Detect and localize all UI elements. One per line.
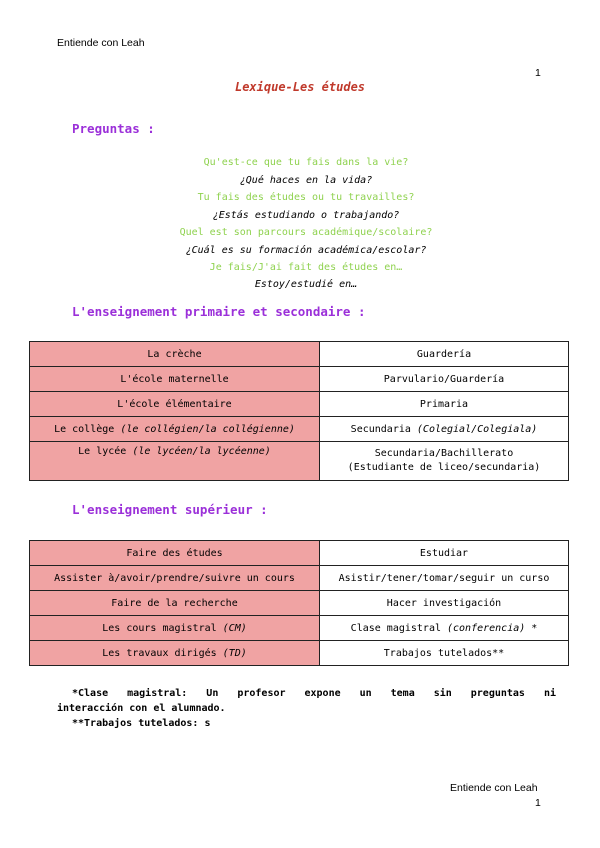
footnote-1-cont: interacción con el alumnado.: [57, 703, 226, 714]
superior-table: [29, 540, 569, 666]
question-es: ¿Estás estudiando o trabajando?: [212, 210, 400, 221]
footer-brand: Entiende con Leah: [450, 782, 538, 794]
fr-term-cell: L'école maternelle: [30, 367, 320, 392]
table-row: [30, 417, 569, 442]
es-term-cell: Secundaria (Colegial/Colegiala): [320, 417, 569, 442]
question-fr: Je fais/J'ai fait des études en…: [209, 262, 403, 273]
fr-term-cell: Les travaux dirigés (TD): [30, 641, 320, 666]
table-row: [30, 541, 569, 566]
page-number-bottom: 1: [535, 797, 541, 809]
table-row: [30, 591, 569, 616]
superior-heading: L'enseignement supérieur :: [72, 502, 268, 517]
table-row: [30, 616, 569, 641]
es-term-cell: Trabajos tutelados**: [320, 641, 569, 666]
question-es: Estoy/estudié en…: [254, 279, 358, 290]
fr-term-cell: Faire de la recherche: [30, 591, 320, 616]
footnote-2: **Trabajos tutelados: s: [72, 718, 211, 729]
table-row: [30, 342, 569, 367]
footnote-1: *Clase magistral: Un profesor expone un tema sin preguntas ni: [72, 688, 556, 699]
es-term-cell: Primaria: [320, 392, 569, 417]
es-term-cell: Asistir/tener/tomar/seguir un curso: [320, 566, 569, 591]
fr-term-cell: Assister à/avoir/prendre/suivre un cours: [30, 566, 320, 591]
fr-term-cell: Le collège (le collégien/la collégienne): [30, 417, 320, 442]
primaria-table: [29, 341, 569, 481]
fr-term-cell: Les cours magistral (CM): [30, 616, 320, 641]
es-term-cell: Estudiar: [320, 541, 569, 566]
fr-term-cell: Faire des études: [30, 541, 320, 566]
page-number-top: 1: [535, 67, 541, 79]
question-fr: Qu'est-ce que tu fais dans la vie?: [203, 157, 409, 168]
question-es: ¿Qué haces en la vida?: [239, 175, 373, 186]
question-fr: Tu fais des études ou tu travailles?: [197, 192, 415, 203]
es-term-cell: Clase magistral (conferencia) *: [320, 616, 569, 641]
header-brand: Entiende con Leah: [57, 37, 145, 49]
es-term-cell: Parvulario/Guardería: [320, 367, 569, 392]
table-row: [30, 442, 569, 481]
es-term-cell: Guardería: [320, 342, 569, 367]
es-term-cell: Hacer investigación: [320, 591, 569, 616]
table-row: [30, 566, 569, 591]
fr-term-cell: La crèche: [30, 342, 320, 367]
table-row: [30, 392, 569, 417]
fr-term-cell: Le lycée (le lycéen/la lycéenne): [30, 442, 320, 481]
question-fr: Quel est son parcours académique/scolaire?: [179, 227, 433, 238]
page-title: Lexique-Les études: [234, 80, 366, 94]
es-term-cell: Secundaria/Bachillerato (Estudiante de liceo/secundaria): [320, 442, 569, 481]
primaria-heading: L'enseignement primaire et secondaire :: [72, 304, 366, 319]
table-row: [30, 641, 569, 666]
table-row: [30, 367, 569, 392]
fr-term-cell: L'école élémentaire: [30, 392, 320, 417]
question-es: ¿Cuál es su formación académica/escolar?: [185, 245, 427, 256]
preguntas-heading: Preguntas :: [72, 121, 155, 136]
